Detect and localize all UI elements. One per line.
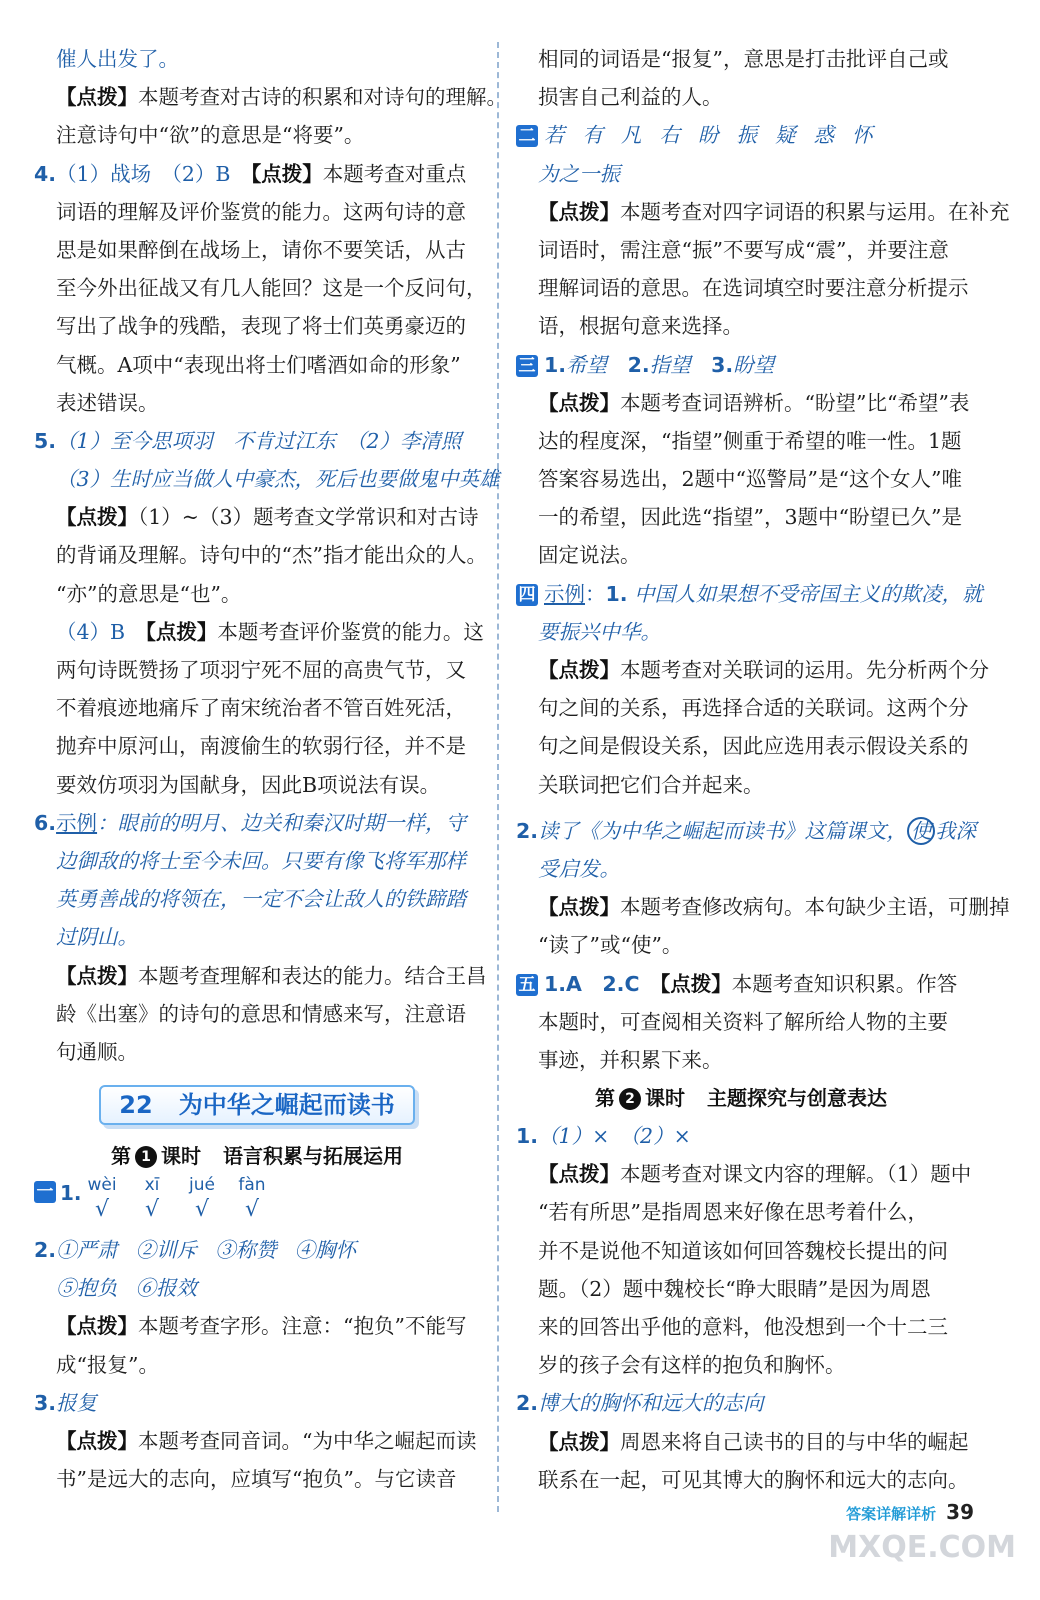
section-marker: 四 — [516, 584, 538, 606]
note-line: 的背诵及理解。诗句中的“杰”指才能出众的人。 — [56, 543, 487, 568]
note: 【点拨】周恩来将自己读书的目的与中华的崛起 — [538, 1429, 969, 1454]
section-2 — [516, 116, 966, 154]
note-line: 并不是说他不知道该如何回答魏校长提出的问 — [538, 1238, 948, 1263]
question-4: 4.（1）战场 （2）B 【点拨】本题考查对重点 — [34, 161, 467, 186]
answer-char: 惑 — [813, 123, 834, 148]
pinyin: jué — [189, 1175, 215, 1196]
note-line: 句通顺。 — [56, 1039, 138, 1064]
period-2-question-1: 1.（1）× （2）× — [516, 1124, 691, 1149]
check-mark: √ — [194, 1197, 210, 1223]
section-4: 四 示例：1. 中国人如果想不受帝国主义的欺凌，就 — [516, 575, 966, 613]
note-line: 语，根据句意来选择。 — [538, 314, 743, 339]
right-column — [516, 40, 1010, 1499]
answer-line: 为之一振 — [538, 161, 620, 186]
note-line: 关联词把它们合并起来。 — [538, 772, 764, 797]
note-line: 来的回答出乎他的意料，他没想到一个十二三 — [538, 1315, 948, 1339]
answer-char: 怀 — [852, 123, 873, 148]
note-line: 句之间的关系，再选择合适的关联词。这两个分 — [538, 696, 969, 721]
note: 【点拨】（1）~（3）题考查文学常识和对古诗 — [56, 505, 479, 530]
answer-item: ②训斥 — [135, 1238, 198, 1263]
answer-item: ④胸怀 — [294, 1238, 357, 1263]
answer-line: 英勇善战的将领在，一定不会让敌人的铁蹄踏 — [56, 887, 466, 912]
pinyin: wèi — [87, 1175, 117, 1196]
note-line: 成“报复”。 — [56, 1352, 159, 1377]
question-6: 6.示例：眼前的明月、边关和秦汉时期一样，守 — [34, 810, 467, 835]
check-mark: √ — [94, 1197, 110, 1223]
note-line: 本题时，可查阅相关资料了解所给人物的主要 — [538, 1009, 948, 1034]
page-number: 39 — [946, 1500, 974, 1524]
answer-char: 疑 — [775, 123, 796, 148]
period-heading: 第 2 课时 主题探究与创意表达 — [595, 1086, 887, 1111]
section-3: 三 1.希望 2.指望 3.盼望 — [516, 346, 966, 384]
check-mark: √ — [144, 1197, 160, 1223]
footer-label: 答案详解详析 — [846, 1505, 937, 1523]
period-2-question-2: 2.博大的胸怀和远大的志向 — [516, 1391, 764, 1416]
note: 【点拨】本题考查字形。注意：“抱负”不能写 — [56, 1314, 467, 1339]
answer-line: 边御敌的将士至今未回。只要有像飞将军那样 — [56, 848, 466, 873]
note-line: 写出了战争的残酷，表现了将士们英勇豪迈的 — [56, 314, 466, 339]
lesson-title-box: 22 为中华之崛起而读书 — [99, 1085, 414, 1125]
section-marker: 五 — [516, 974, 538, 996]
note-line: 抛弃中原河山，南渡偷生的软弱行径，并不是 — [56, 734, 466, 759]
note-line: 词语的理解及评价鉴赏的能力。这两句诗的意 — [56, 199, 466, 224]
note-line: 相同的词语是“报复”，意思是打击批评自己或 — [538, 47, 949, 71]
section-marker: 二 — [516, 125, 538, 147]
note-line: 损害自己利益的人。 — [538, 85, 723, 110]
answer-char: 有 — [582, 123, 603, 148]
period-heading: 第 1 课时 语言积累与拓展运用 — [111, 1144, 403, 1169]
question-5: 5.（1）至今思项羽 不肯过江东 （2）李清照 — [34, 428, 462, 453]
note-line: 气概。A项中“表现出将士们嗜酒如命的形象” — [56, 352, 461, 377]
circled-word: 使 — [907, 817, 935, 845]
note: 【点拨】本题考查对课文内容的理解。（1）题中 — [538, 1162, 972, 1187]
section-5: 五 1.A 2.C 【点拨】本题考查知识积累。作答 — [516, 965, 966, 1003]
answer-item: ⑥报效 — [135, 1276, 197, 1301]
section-4-question-2: 2.读了《为中华之崛起而读书》这篇课文， 使 我深 — [516, 818, 977, 843]
note-line: 要效仿项羽为国献身，因此B项说法有误。 — [56, 772, 441, 797]
note-line: “读了”或“使”。 — [538, 933, 683, 958]
note-line: 词语时，需注意“振”不要写成“震”，并要注意 — [538, 237, 949, 262]
note-line: 达的程度深，“指望”侧重于希望的唯一性。1题 — [538, 428, 962, 453]
answer-item: ⑤抱负 — [56, 1276, 118, 1301]
answer-char: 右 — [659, 123, 680, 148]
note: 【点拨】本题考查理解和表达的能力。结合王昌 — [56, 963, 487, 988]
note-line: 表述错误。 — [56, 390, 159, 415]
note: 【点拨】本题考查同音词。“为中华之崛起而读 — [56, 1429, 477, 1453]
note-line: 两句诗既赞扬了项羽宁死不屈的高贵气节，又 — [56, 658, 466, 682]
answer-line: （3）生时应当做人中豪杰，死后也要做鬼中英雄 — [56, 467, 500, 492]
note-line: 不着痕迹地痛斥了南宋统治者不管百姓死活， — [56, 696, 466, 721]
note-line: 龄《出塞》的诗句的意思和情感来写，注意语 — [56, 1001, 466, 1026]
note: 【点拨】本题考查修改病句。本句缺少主语，可删掉 — [538, 895, 1010, 920]
watermark: MXQE.COM — [828, 1530, 1016, 1565]
note-line: 注意诗句中“欲”的意思是“将要”。 — [56, 123, 365, 148]
pinyin: xī — [144, 1175, 160, 1196]
column-divider — [497, 42, 499, 1512]
note-line: 句之间是假设关系，因此应选用表示假设关系的 — [538, 734, 969, 759]
note-line: 书”是远大的志向，应填写“抱负”。与它读音 — [56, 1467, 457, 1492]
lesson-title — [34, 1085, 480, 1131]
answer-line: 过阴山。 — [56, 925, 138, 950]
answer-char: 振 — [736, 123, 757, 148]
section-marker: 三 — [516, 355, 538, 377]
question-5-part-4: （4）B 【点拨】本题考查评价鉴赏的能力。这 — [56, 619, 484, 644]
period-number: 2 — [619, 1088, 641, 1110]
note-line: 固定说法。 — [538, 543, 641, 568]
continuation-text: 催人出发了。 — [56, 47, 179, 71]
answer-item: ③称赞 — [215, 1238, 277, 1263]
note-line: 事迹，并积累下来。 — [538, 1047, 723, 1072]
section-marker: 一 — [34, 1181, 56, 1203]
note-line: “若有所思”是指周恩来好像在思考着什么， — [538, 1200, 928, 1225]
answer-char: 盼 — [698, 123, 719, 148]
note-line: 联系在一起，可见其博大的胸怀和远大的志向。 — [538, 1467, 969, 1492]
question-3: 3.报复 — [34, 1390, 98, 1415]
note-line: 答案容易选出，2题中“巡警局”是“这个女人”唯 — [538, 467, 962, 492]
section-1-question-1: 一 1. wèi √ xī √ jué √ fàn √ — [34, 1175, 480, 1231]
answer-item: ①严肃 — [56, 1238, 118, 1263]
note-line: 理解词语的意思。在选词填空时要注意分析提示 — [538, 276, 969, 301]
note-line: 至今外出征战又有几人能回？这是一个反问句， — [56, 276, 487, 301]
answer-char: 若 — [544, 123, 565, 148]
note: 【点拨】本题考查词语辨析。“盼望”比“希望”表 — [538, 390, 970, 415]
note: 【点拨】本题考查对四字词语的积累与运用。在补充 — [538, 199, 1010, 224]
note-line: 思是如果醉倒在战场上，请你不要笑话，从古 — [56, 237, 466, 262]
note-line: “亦”的意思是“也”。 — [56, 581, 242, 606]
note: 【点拨】本题考查对古诗的积累和对诗句的理解。 — [56, 85, 507, 110]
answer-line: 受启发。 — [538, 856, 620, 881]
pinyin: fàn — [238, 1175, 266, 1196]
note-line: 题。（2）题中魏校长“睁大眼睛”是因为周恩 — [538, 1276, 931, 1301]
note: 【点拨】本题考查对关联词的运用。先分析两个分 — [538, 658, 989, 682]
question-2: 2.①严肃 ②训斥 ③称赞 ④胸怀 — [34, 1238, 357, 1263]
page-footer — [846, 1500, 974, 1524]
note-line: 一的希望，因此选“指望”，3题中“盼望已久”是 — [538, 505, 962, 530]
check-mark: √ — [244, 1197, 260, 1223]
period-number: 1 — [135, 1146, 157, 1168]
answer-line: 要振兴中华。 — [538, 619, 661, 644]
answer-char: 凡 — [621, 123, 642, 148]
left-column — [34, 40, 507, 1498]
note-line: 岁的孩子会有这样的抱负和胸怀。 — [538, 1353, 846, 1378]
answer-line — [34, 1269, 480, 1307]
